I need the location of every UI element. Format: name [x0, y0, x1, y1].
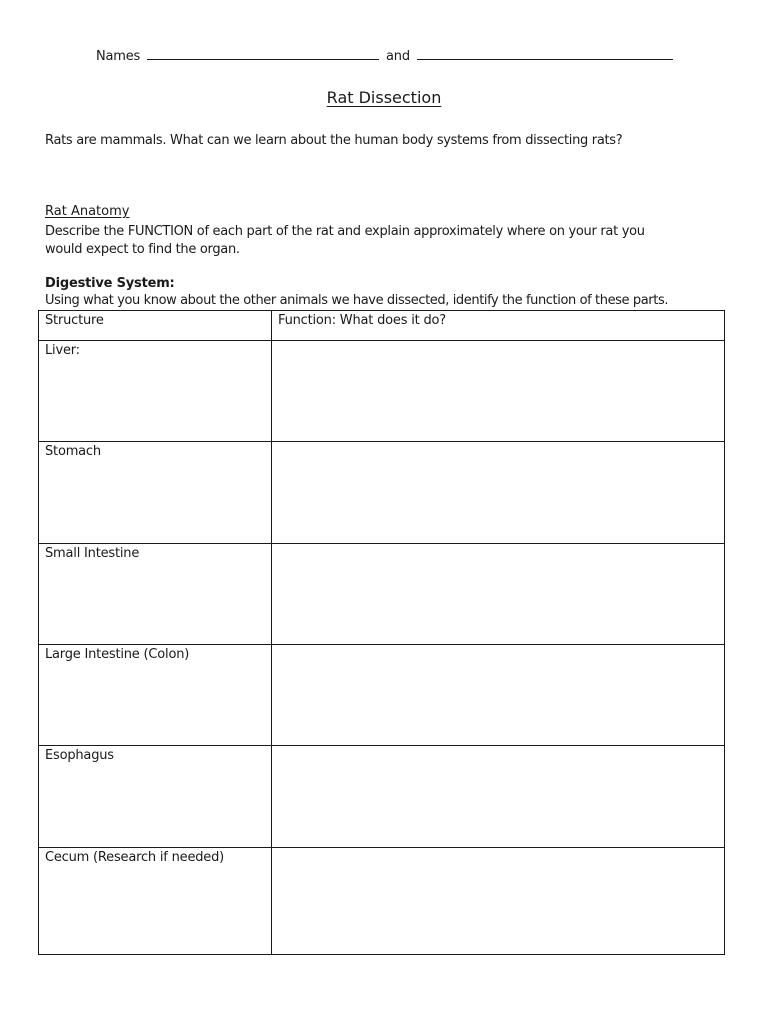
table-row: [39, 341, 725, 442]
table-row: [39, 544, 725, 645]
table-header-row: [39, 311, 725, 341]
digestive-heading: Digestive System:: [45, 276, 175, 291]
table-row: [39, 848, 725, 955]
name-field-2[interactable]: [417, 47, 673, 60]
digestive-table: [38, 310, 725, 955]
names-label: Names: [96, 49, 141, 64]
anatomy-description-line-1: Describe the FUNCTION of each part of the rat and explain approximately where on your rat you: [45, 224, 645, 239]
name-field-1[interactable]: [147, 47, 379, 60]
structure-cell: Stomach: [39, 442, 272, 544]
structure-cell: Small Intestine: [39, 544, 272, 645]
anatomy-heading: Rat Anatomy: [45, 204, 130, 219]
structure-cell: Cecum (Research if needed): [39, 848, 272, 955]
anatomy-description: [45, 223, 735, 259]
function-answer-cell[interactable]: [272, 746, 725, 848]
function-answer-cell[interactable]: [272, 645, 725, 746]
anatomy-description-line-2: would expect to find the organ.: [45, 242, 240, 257]
table-row: [39, 442, 725, 544]
structure-cell: Liver:: [39, 341, 272, 442]
column-header-function: Function: What does it do?: [272, 311, 725, 341]
function-answer-cell[interactable]: [272, 442, 725, 544]
table-row: [39, 746, 725, 848]
structure-cell: Large Intestine (Colon): [39, 645, 272, 746]
page-title: Rat Dissection: [326, 88, 442, 107]
function-answer-cell[interactable]: [272, 544, 725, 645]
function-answer-cell[interactable]: [272, 341, 725, 442]
structure-cell: Esophagus: [39, 746, 272, 848]
digestive-description: Using what you know about the other animals we have dissected, identify the function of these parts.: [45, 293, 669, 308]
table-row: [39, 645, 725, 746]
function-answer-cell[interactable]: [272, 848, 725, 955]
column-header-structure: Structure: [39, 311, 272, 341]
intro-text: Rats are mammals. What can we learn about the human body systems from dissecting rats?: [45, 133, 623, 148]
and-label: and: [386, 49, 410, 64]
names-line: [96, 47, 676, 64]
